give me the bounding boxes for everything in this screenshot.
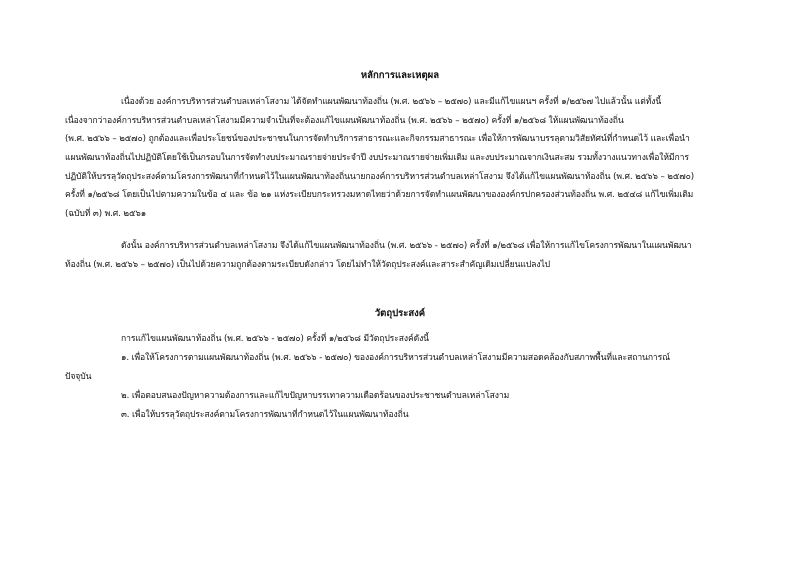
- conclusion-line-1: ดังนั้น องค์การบริหารส่วนตำบลเหล่าโสงาม จึงได้แก้ไขแผนพัฒนาท้องถิ่น (พ.ศ. ๒๕๖๖ - ๒๕๗๐) ครั้งที่ ๑/๒๕๖๘ เพื่อให้การแก้ไขโครงการพัฒนาในแผนพัฒนา: [121, 241, 692, 251]
- objective-item-3: ๓. เพื่อให้บรรลุวัตถุประสงค์ตามโครงการพัฒนาที่กำหนดไว้ในแผนพัฒนาท้องถิ่น: [121, 410, 409, 420]
- rationale-line-4: แผนพัฒนาท้องถิ่นไปปฏิบัติโดยใช้เป็นกรอบในการจัดทำงบประมาณรายจ่ายประจำปี งบประมาณรายจ่ายเพิ่มเติม และงบประมาณจากเงินสะสม รวมทั้งวางแนวทางเพื่อให้มีการ: [65, 153, 689, 163]
- section-title-rationale: หลักการและเหตุผล: [360, 70, 440, 81]
- rationale-line-2: เนื่องจากว่าองค์การบริหารส่วนตำบลเหล่าโสงามมีความจำเป็นที่จะต้องแก้ไขแผนพัฒนาท้องถิ่น (พ.ศ. ๒๕๖๖ – ๒๕๗๐) ครั้งที่ ๑/๒๕๖๘ ให้แผนพัฒนาท้องถิ่น: [65, 116, 624, 126]
- conclusion-line-2: ท้องถิ่น (พ.ศ. ๒๕๖๖ – ๒๕๗๐) เป็นไปด้วยความถูกต้องตามระเบียบดังกล่าว โดยไม่ทำให้วัตถุประสงค์และสาระสำคัญเดิมเปลี่ยนแปลงไป: [65, 260, 551, 270]
- rationale-line-3: (พ.ศ. ๒๕๖๖ – ๒๕๗๐) ถูกต้องและเพื่อประโยชน์ของประชาชนในการจัดทำบริการสาธารณะและกิจกรรมสาธารณะ เพื่อให้การพัฒนาบรรลุตามวิสัยทัศน์ที่กำหนดไว้ และเพื่อนำ: [65, 134, 690, 144]
- rationale-line-5: ปฏิบัติให้บรรลุวัตถุประสงค์ตามโครงการพัฒนาที่กำหนดไว้ในแผนพัฒนาท้องถิ่นนายกองค์การบริหารส่วนตำบลเหล่าโสงาม จึงได้แก้ไขแผนพัฒนาท้องถิ่น (พ.ศ. ๒๕๖๖ – ๒๕๗๐): [65, 172, 695, 182]
- objective-item-2: ๒. เพื่อตอบสนองปัญหาความต้องการและแก้ไขปัญหาบรรเทาความเดือดร้อนของประชาชนตำบลเหล่าโสงาม: [121, 391, 510, 401]
- objectives-intro: การแก้ไขแผนพัฒนาท้องถิ่น (พ.ศ. ๒๕๖๖ - ๒๕๗๐) ครั้งที่ ๑/๒๕๖๘ มีวัตถุประสงค์ดังนี้: [121, 334, 429, 344]
- rationale-line-6: ครั้งที่ ๑/๒๕๖๘ โดยเป็นไปตามความในข้อ ๔ และ ข้อ ๒๑ แห่งระเบียบกระทรวงมหาดไทยว่าด้วยการจัดทำแผนพัฒนาขององค์กรปกครองส่วนท้องถิ่น พ.ศ. ๒๕๔๘ แก้ไขเพิ่มเติม: [65, 190, 694, 200]
- section-title-objectives: วัตถุประสงค์: [374, 308, 426, 319]
- rationale-line-7: (ฉบับที่ ๓) พ.ศ. ๒๕๖๑: [65, 209, 147, 219]
- objective-item-1-cont: ปัจจุบัน: [65, 372, 92, 382]
- rationale-line-1: เนื่องด้วย องค์การบริหารส่วนตำบลเหล่าโสงาม ได้จัดทำแผนพัฒนาท้องถิ่น (พ.ศ. ๒๕๖๖ – ๒๕๗๐) และมีแก้ไขแผนฯ ครั้งที่ ๑/๒๕๖๗ ไปแล้วนั้น แต่ทั้งนี้: [121, 97, 662, 107]
- objective-item-1: ๑. เพื่อให้โครงการตามแผนพัฒนาท้องถิ่น (พ.ศ. ๒๕๖๖ - ๒๕๗๐) ขององค์การบริหารส่วนตำบลเหล่าโสงามมีความสอดคล้องกับสภาพพื้นที่และสถานการณ์: [121, 353, 671, 363]
